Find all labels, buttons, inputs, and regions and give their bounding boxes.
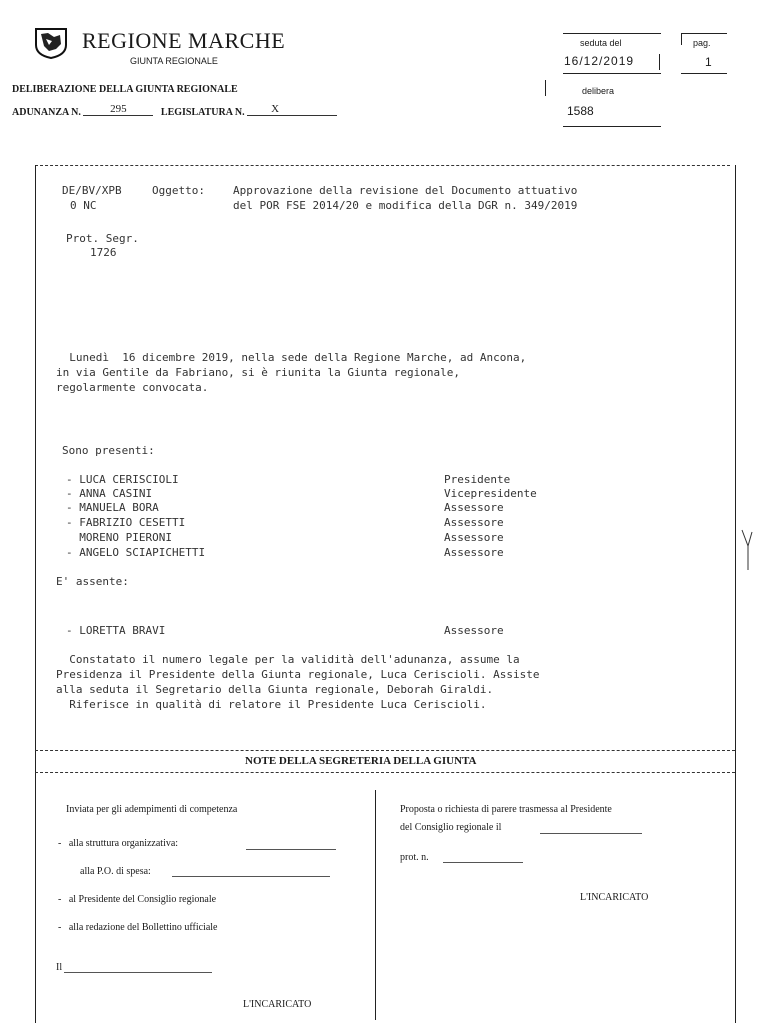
notes-title: NOTE DELLA SEGRETERIA DELLA GIUNTA — [245, 755, 477, 767]
presenti-role-5: Assessore — [444, 531, 504, 544]
closing-line-3: alla seduta il Segretario della Giunta regionale, Deborah Giraldi. — [56, 683, 494, 696]
notes-left-item-1: - alla struttura organizzativa: — [58, 838, 179, 849]
presenti-name-6: - ANGELO SCIAPICHETTI — [66, 546, 206, 559]
legislatura-label: LEGISLATURA N. — [160, 107, 245, 118]
presenti-name-1: - LUCA CERISCIOLI — [66, 473, 179, 486]
closing-line-4: Riferisce in qualità di relatore il Presidente Luca Ceriscioli. — [56, 698, 487, 711]
closing-line-1: Constatato il numero legale per la validità dell'adunanza, assume la — [56, 653, 520, 666]
notes-left-intro: Inviata per gli adempimenti di competenza — [66, 804, 238, 815]
notes-left-signature: L'INCARICATO — [243, 999, 312, 1010]
assenti-role-1: Assessore — [444, 624, 504, 637]
adunanza-label: ADUNANZA N. — [12, 107, 81, 118]
margin-mark — [740, 528, 754, 577]
intro-line-1: Lunedì 16 dicembre 2019, nella sede della Regione Marche, ad Ancona, — [56, 351, 527, 364]
notes-left-item-2: alla P.O. di spesa: — [80, 866, 151, 877]
presenti-name-4: - FABRIZIO CESETTI — [66, 516, 186, 529]
notes-left-date: Il — [56, 962, 63, 973]
notes-right-line-2: del Consiglio regionale il — [400, 822, 502, 833]
assenti-name-1: - LORETTA BRAVI — [66, 624, 166, 637]
presenti-role-2: Vicepresidente — [444, 487, 537, 500]
notes-right-signature: L'INCARICATO — [580, 892, 649, 903]
presenti-role-6: Assessore — [444, 546, 504, 559]
intro-line-3: regolarmente convocata. — [56, 381, 209, 394]
presenti-name-3: - MANUELA BORA — [66, 501, 159, 514]
seduta-label: seduta del — [580, 38, 622, 48]
closing-line-2: Presidenza il Presidente della Giunta regionale, Luca Ceriscioli. Assiste — [56, 668, 540, 681]
presenti-name-5: MORENO PIERONI — [66, 531, 172, 544]
pag-value: 1 — [705, 55, 712, 69]
oggetto-label: Oggetto: — [152, 184, 205, 197]
notes-right-prot: prot. n. — [400, 852, 429, 863]
prot-value: 1726 — [90, 246, 117, 259]
notes-right-line-1: Proposta o richiesta di parere trasmessa al Presidente — [400, 804, 612, 815]
legislatura-value: X — [247, 103, 337, 116]
presenti-name-2: - ANNA CASINI — [66, 487, 153, 500]
prot-label: Prot. Segr. — [66, 232, 139, 245]
intro-line-2: in via Gentile da Fabriano, si è riunita la Giunta regionale, — [56, 366, 460, 379]
doc-code-2: 0 NC — [70, 199, 97, 212]
presenti-label: Sono presenti: — [62, 444, 155, 457]
org-title: REGIONE MARCHE — [82, 28, 286, 53]
region-logo — [34, 27, 68, 59]
adunanza-row — [12, 103, 337, 119]
presenti-role-3: Assessore — [444, 501, 504, 514]
pag-label: pag. — [693, 38, 711, 48]
notes-left-item-4: - alla redazione del Bollettino ufficiale — [58, 922, 218, 933]
org-subtitle: GIUNTA REGIONALE — [130, 56, 218, 66]
notes-left-item-3: - al Presidente del Consiglio regionale — [58, 894, 217, 905]
oggetto-line-1: Approvazione della revisione del Documento attuativo — [233, 184, 578, 197]
oggetto-line-2: del POR FSE 2014/20 e modifica della DGR n. 349/2019 — [233, 199, 578, 212]
adunanza-value: 295 — [83, 103, 153, 116]
presenti-role-4: Assessore — [444, 516, 504, 529]
presenti-role-1: Presidente — [444, 473, 511, 486]
delibera-label: delibera — [582, 86, 615, 96]
delibera-value: 1588 — [567, 104, 594, 118]
deliberation-title: DELIBERAZIONE DELLA GIUNTA REGIONALE — [12, 84, 238, 95]
assente-label: E' assente: — [56, 575, 129, 588]
doc-code-1: DE/BV/XPB — [62, 184, 122, 197]
seduta-value: 16/12/2019 — [564, 54, 635, 68]
